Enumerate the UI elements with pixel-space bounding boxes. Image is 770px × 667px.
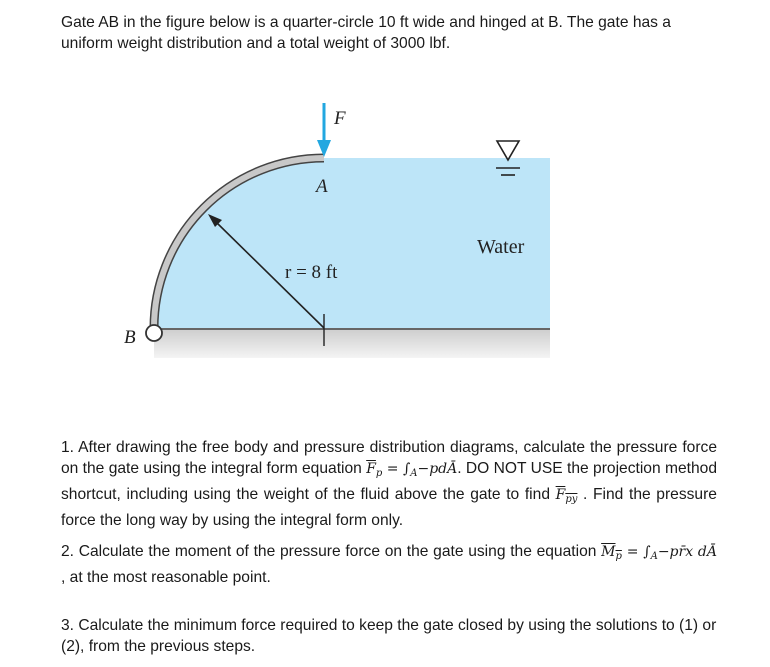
- q3-text: 3. Calculate the minimum force required to keep the gate closed by using the solutions to (1) or (2), from the previous steps.: [61, 617, 717, 655]
- q1-fpy-sub: py: [565, 494, 578, 505]
- label-f: F: [334, 108, 346, 129]
- q1-fpy-symbol: F: [555, 487, 566, 503]
- q1-text-b: . DO NOT USE the projection method shortcut, including using the weight of the fluid above the gate to find: [61, 460, 717, 503]
- q2-eq-lhs-sub: p: [615, 551, 622, 562]
- question-3: [61, 615, 717, 657]
- label-radius: r = 8 ft: [285, 262, 338, 283]
- label-water: Water: [477, 236, 525, 258]
- q1-equation: [366, 461, 457, 477]
- q1-text-a: 1. After drawing the free body and pressure distribution diagrams, calculate the pressure force on the gate using the integral form equation: [61, 439, 717, 477]
- q1-text-c: . Find the pressure force the long way by using the integral form only.: [61, 486, 717, 529]
- q2-text-b: , at the most reasonable point.: [61, 569, 271, 586]
- q2-eq-int-sub: A: [650, 551, 658, 562]
- intro-line-2: uniform weight distribution and a total weight of 3000 lbf.: [61, 35, 451, 52]
- force-arrow: [317, 103, 331, 157]
- q1-eq-lhs-sub: p: [375, 468, 383, 479]
- intro-line-1: Gate AB in the figure below is a quarter-circle 10 ft wide and hinged at B. The gate has a: [61, 14, 671, 31]
- q1-eq-mid: = ∫: [382, 461, 411, 477]
- q2-eq-lhs: M: [601, 544, 616, 560]
- question-1: [61, 437, 717, 531]
- q2-eq-mid: = ∫: [621, 544, 651, 560]
- hinge-b: [146, 325, 162, 341]
- label-b: B: [124, 327, 136, 348]
- ground: [154, 330, 550, 358]
- q1-eq-rhs: −pdĀ: [417, 461, 458, 477]
- q1-fpy: [556, 487, 578, 503]
- q2-eq-rhs: −pr̄x dĀ: [657, 544, 717, 560]
- q1-eq-int-sub: A: [410, 468, 418, 479]
- q2-text-a: 2. Calculate the moment of the pressure force on the gate using the equation: [61, 543, 602, 560]
- q2-equation: [601, 544, 717, 560]
- question-2: [61, 541, 717, 588]
- q1-eq-lhs: $\overline{F}$: [366, 461, 376, 477]
- label-a: A: [316, 176, 328, 197]
